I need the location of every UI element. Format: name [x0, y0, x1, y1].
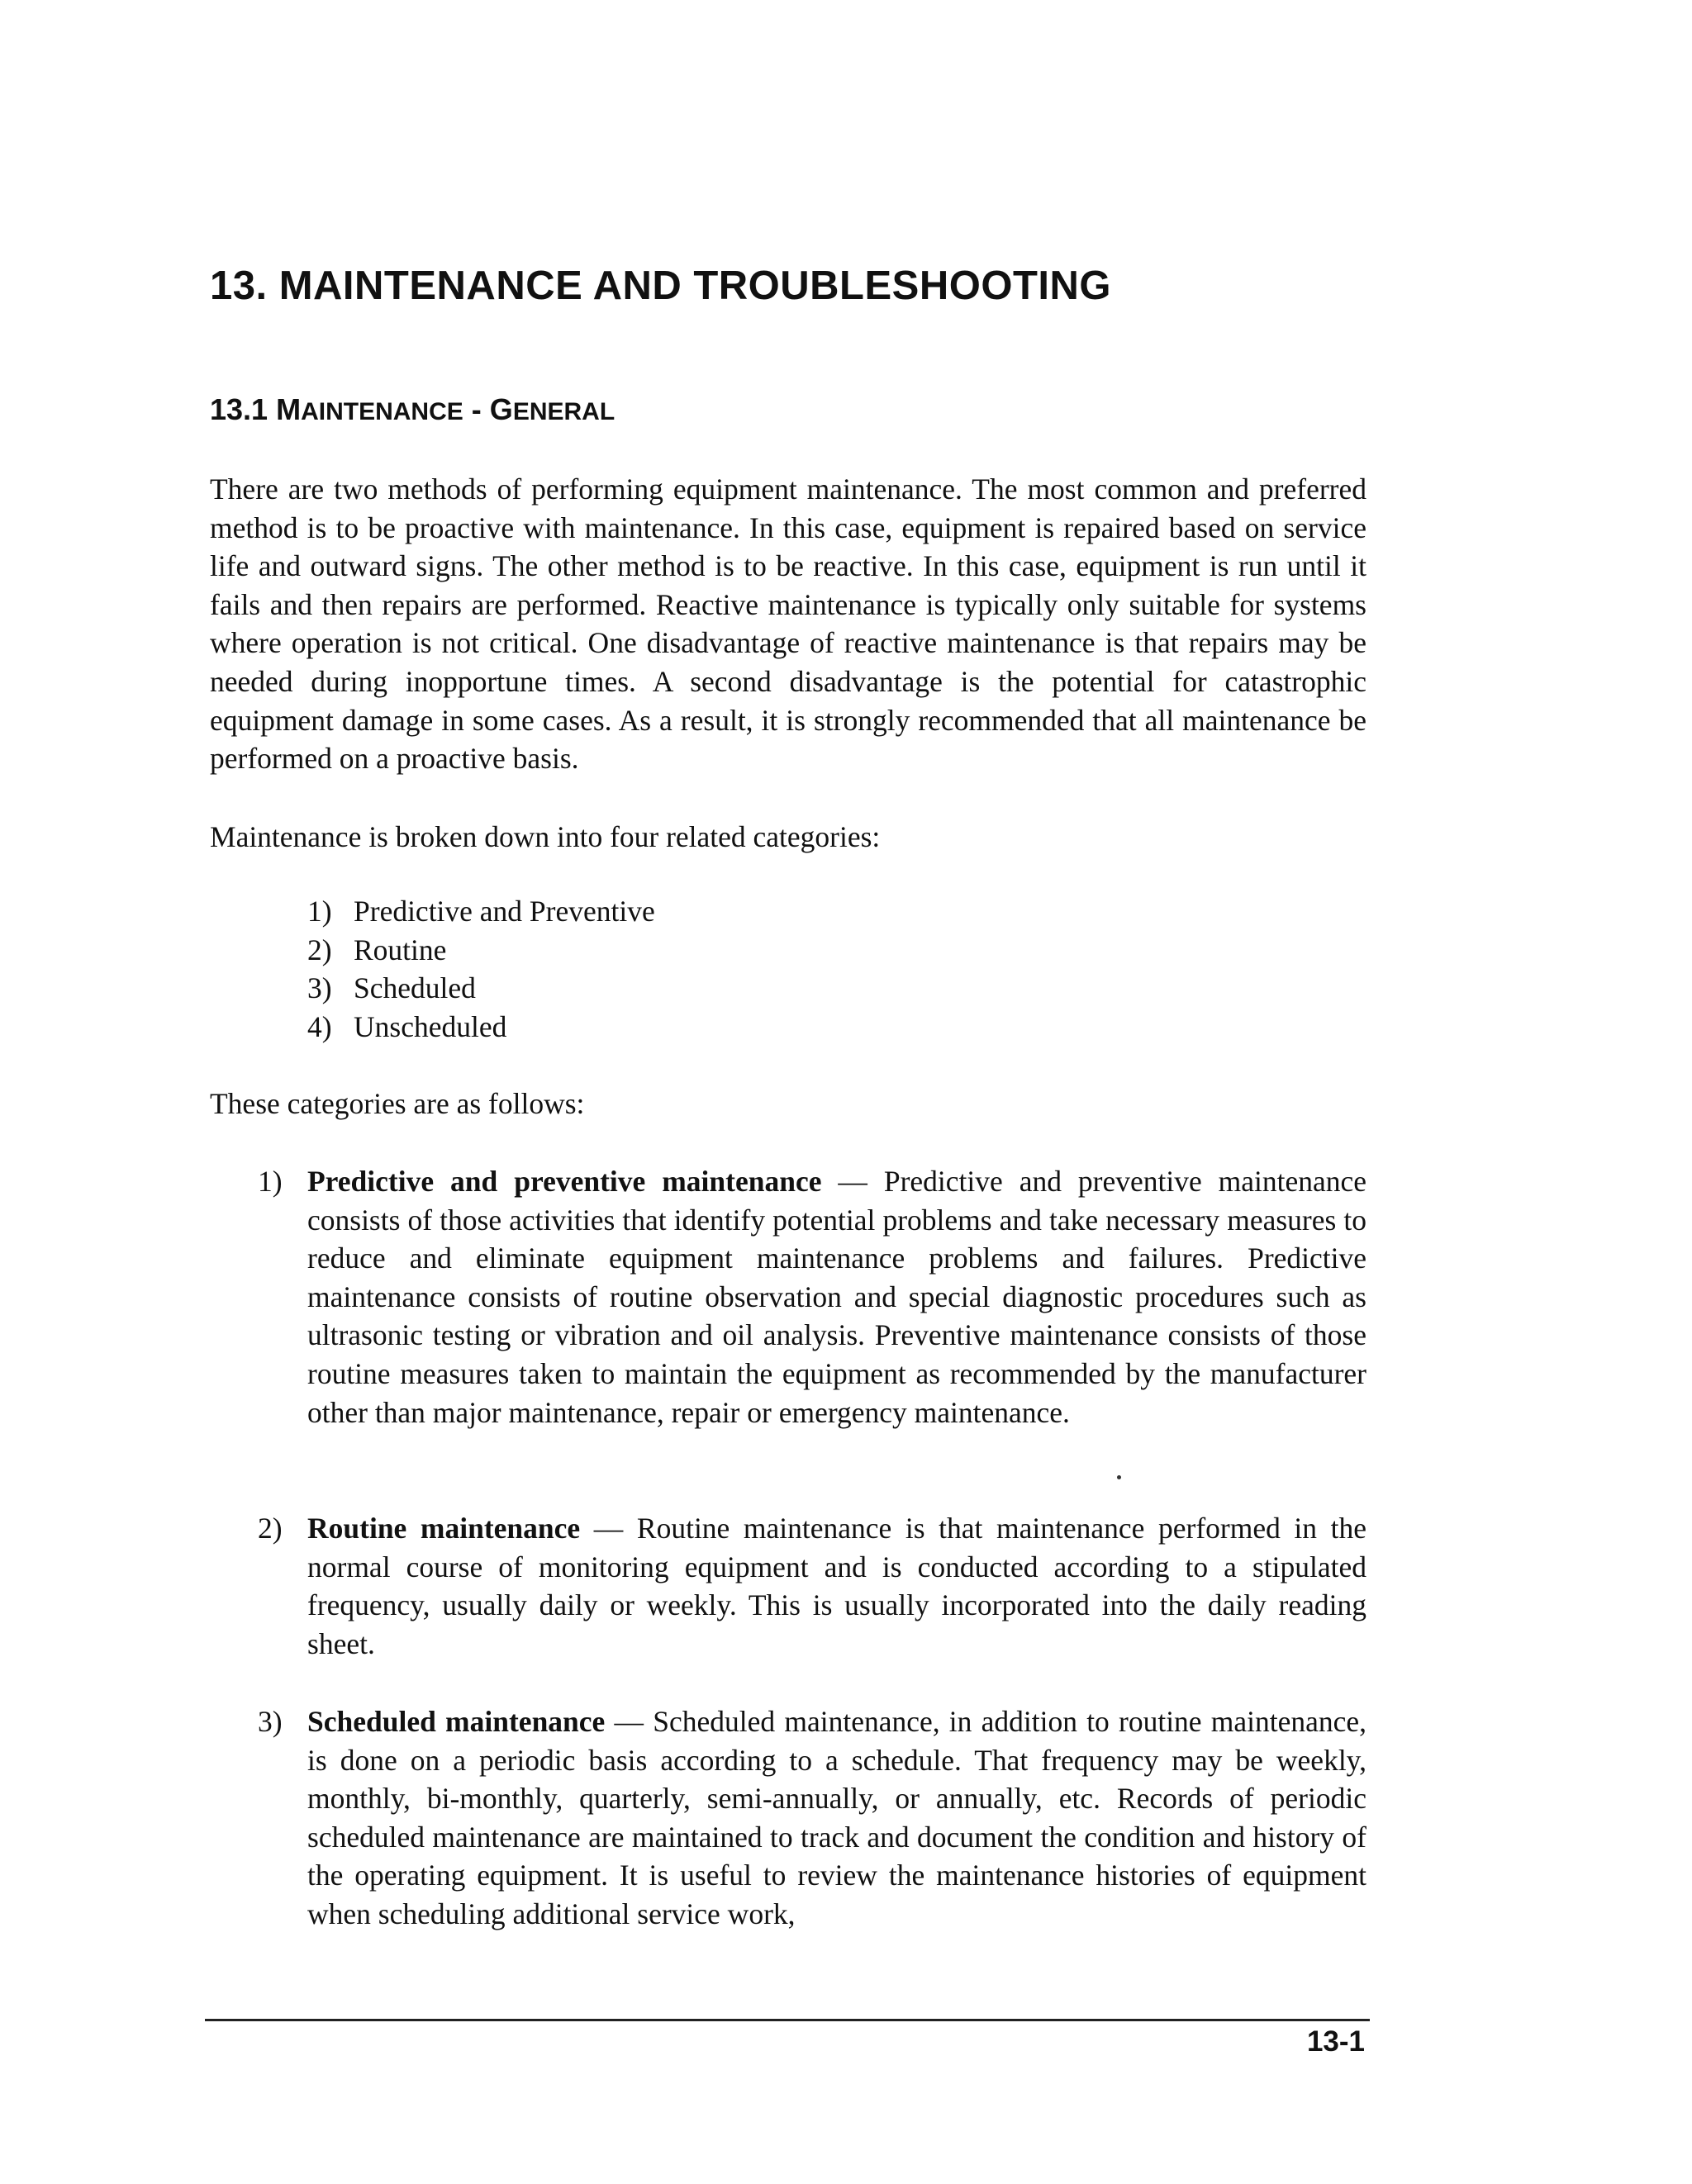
definition-dash: — [838, 1165, 867, 1198]
section-title-separator: - [471, 392, 482, 426]
chapter-title: 13. MAINTENANCE AND TROUBLESHOOTING [210, 264, 1112, 308]
list-item-number: 2) [307, 933, 332, 966]
definition-predictive-preventive [258, 1162, 1366, 1431]
definition-scheduled [258, 1702, 1366, 1934]
section-title [210, 392, 615, 427]
section-number: 13.1 [210, 392, 269, 426]
section-title-initial-1: M [276, 392, 302, 426]
list-item [307, 969, 655, 1008]
definition-number: 3) [258, 1705, 283, 1738]
section-title-initial-2: G [489, 392, 513, 426]
page-number: 13-1 [1306, 2025, 1365, 2058]
section-title-rest-2: ENERAL [512, 398, 615, 425]
scan-speck [1117, 1475, 1121, 1479]
definition-term: Scheduled maintenance [307, 1705, 606, 1738]
definition-term: Routine maintenance [307, 1512, 581, 1545]
list-item-number: 1) [307, 895, 332, 928]
list-item-label: Scheduled [354, 971, 476, 1005]
definition-text: Predictive and preventive maintenance consists of those activities that identify potential problems and take necessary measures to reduce and eliminate equipment maintenance problems and failures. Predictive maintenance consists of routine observation and special diagnostic procedures such as ultrasonic testing or vibration and oil analysis. Preventive maintenance consists of those routine measures taken to maintain the equipment as recommended by the manufacturer other than major maintenance, repair or emergency maintenance. [307, 1165, 1367, 1429]
follows-intro: These categories are as follows: [210, 1087, 585, 1120]
definition-text: Routine maintenance is that maintenance performed in the normal course of monitoring equipment and is conducted according to a stipulated frequency, usually daily or weekly. This is usually incorporated into the daily reading sheet. [307, 1512, 1367, 1660]
definition-body [307, 1162, 1366, 1431]
section-title-rest-1: AINTENANCE [301, 398, 463, 425]
definition-dash: — [593, 1512, 624, 1545]
definition-term: Predictive and preventive maintenance [307, 1165, 822, 1198]
list-item-label: Routine [354, 933, 447, 966]
definition-routine [258, 1509, 1366, 1663]
categories-intro: Maintenance is broken down into four related categories: [210, 820, 881, 853]
list-item [307, 892, 655, 931]
list-item [307, 931, 655, 970]
definition-body [307, 1702, 1366, 1934]
list-item-label: Predictive and Preventive [354, 895, 655, 928]
definition-number: 2) [258, 1512, 283, 1545]
intro-paragraph: There are two methods of performing equipment maintenance. The most common and preferred method is to be proactive with maintenance. In this case, equipment is repaired based on service life and outward signs. The other method is to be reactive. In this case, equipment is run until it fails and then repairs are performed. Reactive maintenance is typically only suitable for systems where operation is not critical. One disadvantage of reactive maintenance is that repairs may be needed during inopportune times. A second disadvantage is the potential for catastrophic equipment damage in some cases. As a result, it is strongly recommended that all maintenance be performed on a proactive basis. [210, 472, 1366, 776]
footer-rule [205, 2019, 1370, 2021]
list-item-label: Unscheduled [354, 1009, 507, 1043]
definition-body [307, 1509, 1366, 1663]
list-item [307, 1008, 655, 1047]
categories-list [307, 892, 655, 1046]
list-item-number: 4) [307, 1009, 332, 1043]
definition-text: Scheduled maintenance, in addition to routine maintenance, is done on a periodic basis according to a schedule. That frequency may be weekly, monthly, bi-monthly, quarterly, semi-annually, or annually, etc. Records of periodic scheduled maintenance are maintained to track and document the condition and history of the operating equipment. It is useful to review the maintenance histories of equipment when scheduling additional service work, [307, 1705, 1367, 1930]
definition-number: 1) [258, 1165, 283, 1198]
list-item-number: 3) [307, 971, 332, 1005]
definition-dash: — [614, 1705, 644, 1738]
